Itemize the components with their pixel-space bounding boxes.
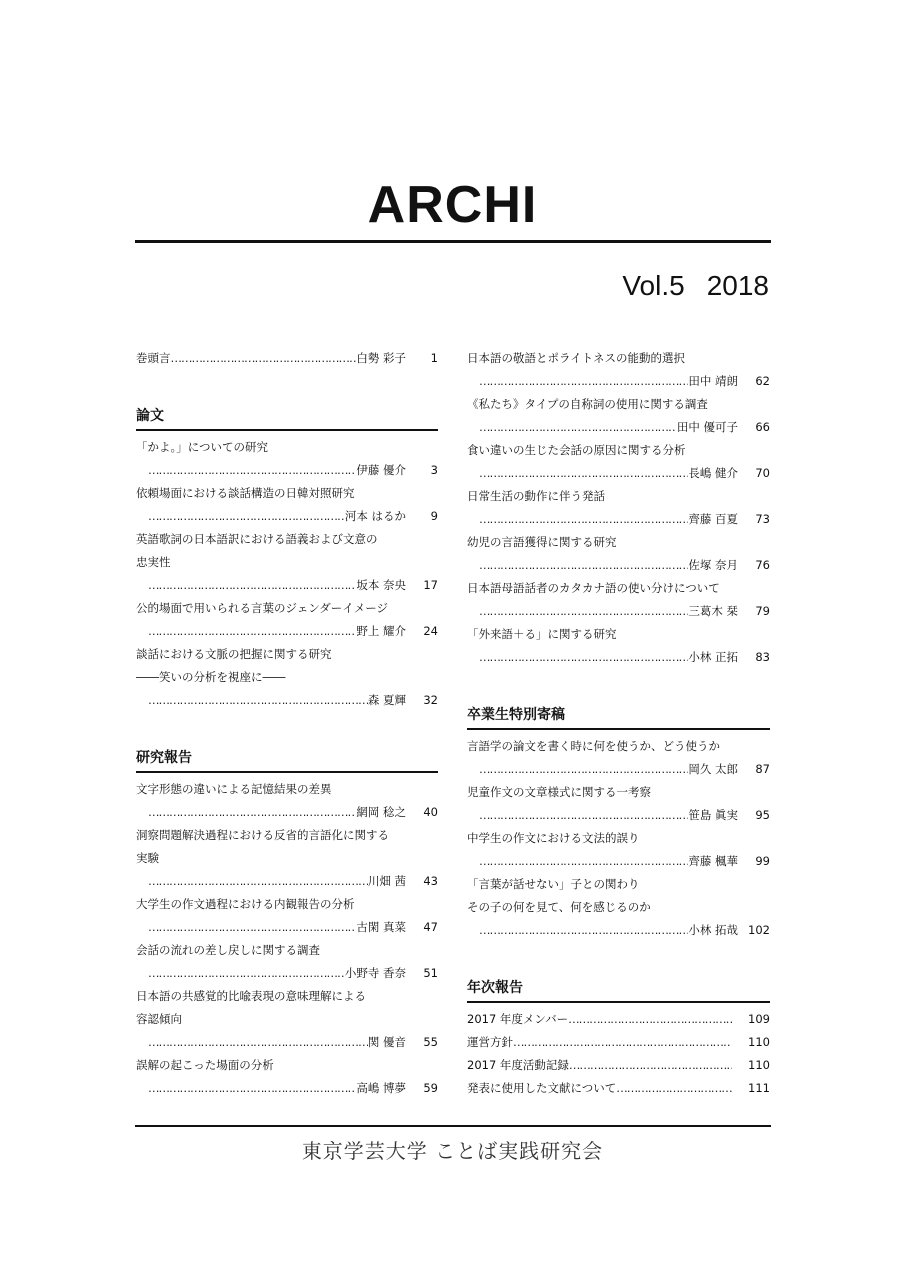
toc-title-line: 「かよ。」についての研究 (136, 439, 269, 454)
toc-title-line: 文字形態の違いによる記憶結果の差異 (136, 781, 332, 796)
toc-author: 関 優音 (367, 1034, 406, 1049)
volume-number: Vol.5 (622, 270, 685, 301)
toc-entry (467, 826, 770, 872)
toc-page: 73 (755, 511, 770, 526)
toc-title-line: 容認傾向 (136, 1011, 182, 1026)
toc-title-line: 談話における文脈の把握に関する研究 (136, 646, 332, 661)
dot-leader (479, 420, 677, 434)
toc-author: 坂本 奈央 (356, 577, 406, 592)
dot-leader (513, 1035, 732, 1049)
toc-entry (136, 481, 438, 527)
toc-author: 森 夏輝 (367, 692, 406, 707)
dot-leader (479, 558, 688, 572)
toc-author: 古閑 真菜 (356, 919, 406, 934)
toc-page: 109 (748, 1011, 770, 1026)
toc-entry (467, 1076, 770, 1099)
toc-author-row (136, 619, 438, 642)
dot-leader (148, 463, 356, 477)
title-divider (135, 240, 771, 243)
toc-author: 川畑 茜 (367, 873, 406, 888)
toc-title-line: ――笑いの分析を視座に―― (136, 669, 286, 684)
footer-divider (135, 1125, 771, 1127)
toc-page: 59 (423, 1080, 438, 1095)
dot-leader (479, 854, 688, 868)
toc-entry (467, 622, 770, 668)
toc-page: 83 (755, 649, 770, 664)
toc-entry-row (467, 1007, 770, 1030)
toc-page: 40 (423, 804, 438, 819)
toc-title-line: その子の何を見て、何を感じるのか (467, 899, 651, 914)
toc-page: 32 (423, 692, 438, 707)
toc-title: 2017 年度活動記録 (467, 1057, 569, 1072)
toc-author: 三葛木 栞 (688, 603, 738, 618)
toc-title: 巻頭言 (136, 350, 171, 365)
toc-title-line: 依頼場面における談話構造の日韓対照研究 (136, 485, 355, 500)
toc-page: 95 (755, 807, 770, 822)
section-list-sotsugyo (467, 734, 770, 941)
toc-title-line: 日常生活の動作に伴う発話 (467, 488, 605, 503)
toc-author-row (467, 369, 770, 392)
toc-author-row (136, 915, 438, 938)
toc-title-line: 日本語の敬語とポライトネスの能動的選択 (467, 350, 686, 365)
section-list-ronbun (136, 435, 438, 711)
toc-page: 79 (755, 603, 770, 618)
dot-leader (148, 1081, 356, 1095)
toc-page: 1 (430, 350, 438, 365)
toc-author-row (136, 869, 438, 892)
toc-page: 55 (423, 1034, 438, 1049)
dot-leader (569, 1058, 732, 1072)
toc-page: 110 (748, 1034, 770, 1049)
toc-title-line: 会話の流れの差し戻しに関する調査 (136, 942, 320, 957)
section-list-kenkyu (136, 777, 438, 1099)
dot-leader (479, 466, 688, 480)
toc-entry (467, 530, 770, 576)
toc-page: 76 (755, 557, 770, 572)
toc-page: 17 (423, 577, 438, 592)
volume-year: 2018 (706, 270, 769, 301)
toc-author-row (136, 688, 438, 711)
toc-author-row (467, 553, 770, 576)
toc-author: 網岡 稔之 (356, 804, 406, 819)
toc-page: 87 (755, 761, 770, 776)
toc-entry (467, 1030, 770, 1053)
toc-author-row (136, 458, 438, 481)
section-list-nenji (467, 1007, 770, 1099)
toc-title-line: 忠実性 (136, 554, 171, 569)
toc-author: 伊藤 優介 (356, 462, 406, 477)
toc-entry (136, 527, 438, 596)
dot-leader (616, 1081, 732, 1095)
toc-entry-row (467, 1076, 770, 1099)
toc-entry (136, 1053, 438, 1099)
toc-entry (467, 484, 770, 530)
toc-entry (136, 642, 438, 711)
toc-title: 運営方針 (467, 1034, 513, 1049)
toc-author-row (136, 573, 438, 596)
toc-author: 笹島 眞実 (688, 807, 738, 822)
toc-title-line: 食い違いの生じた会話の原因に関する分析 (467, 442, 686, 457)
toc-entry (136, 435, 438, 481)
dot-leader (148, 578, 356, 592)
toc-author-row (467, 599, 770, 622)
section-heading-nenji: 年次報告 (467, 977, 770, 1003)
toc-author-row (467, 415, 770, 438)
toc-title-line: 日本語母語話者のカタカナ語の使い分けについて (467, 580, 720, 595)
dot-leader (479, 650, 688, 664)
toc-author: 齊藤 百夏 (688, 511, 738, 526)
toc-page: 111 (748, 1080, 770, 1095)
toc-entry (136, 984, 438, 1053)
toc-author-row (467, 803, 770, 826)
toc-title-line: 実験 (136, 850, 159, 865)
toc-entry (467, 392, 770, 438)
toc-page: 24 (423, 623, 438, 638)
dot-leader (148, 1035, 368, 1049)
toc-author: 河本 はるか (344, 508, 406, 523)
dot-leader (148, 624, 356, 638)
toc-author: 長嶋 健介 (688, 465, 738, 480)
dot-leader (148, 805, 356, 819)
toc-entry (136, 596, 438, 642)
toc-title-line: 洞察問題解決過程における反省的言語化に関する (136, 827, 389, 842)
toc-author: 白勢 彩子 (356, 350, 406, 365)
toc-title-line: 英語歌詞の日本語訳における語義および文意の (136, 531, 378, 546)
toc-entry (467, 734, 770, 780)
toc-author-row (467, 507, 770, 530)
toc-title-line: 公的場面で用いられる言葉のジェンダーイメージ (136, 600, 388, 615)
toc-entry-row (467, 1053, 770, 1076)
dot-leader (479, 923, 688, 937)
toc-entry (467, 576, 770, 622)
toc-author-row (467, 849, 770, 872)
toc-author: 高嶋 博夢 (356, 1080, 406, 1095)
toc-entry-foreword (136, 346, 438, 369)
toc-author: 佐塚 奈月 (688, 557, 738, 572)
toc-author: 岡久 太郎 (688, 761, 738, 776)
toc-author-row (467, 461, 770, 484)
toc-title-line: 「外来語＋る」に関する研究 (467, 626, 617, 641)
toc-author-row (136, 504, 438, 527)
toc-entry (467, 872, 770, 941)
toc-page: 102 (748, 922, 770, 937)
toc-page: 47 (423, 919, 438, 934)
toc-title: 発表に使用した文献について (467, 1080, 617, 1095)
toc-entry (467, 1053, 770, 1076)
toc-author: 小野寺 香奈 (344, 965, 406, 980)
toc-page: 99 (755, 853, 770, 868)
toc-title-line: 「言葉が話せない」子との関わり (467, 876, 640, 891)
toc-page: 70 (755, 465, 770, 480)
dot-leader (479, 512, 688, 526)
dot-leader (148, 874, 368, 888)
toc-author: 田中 靖朗 (688, 373, 738, 388)
toc-entry (467, 438, 770, 484)
toc-author-row (136, 1030, 438, 1053)
toc-title-line: 児童作文の文章様式に関する一考察 (467, 784, 651, 799)
toc-right-column (467, 346, 770, 1099)
dot-leader (148, 509, 345, 523)
toc-page: 9 (430, 508, 438, 523)
dot-leader (568, 1012, 732, 1026)
toc-page: 43 (423, 873, 438, 888)
toc-title-line: 日本語の共感覚的比喩表現の意味理解による (136, 988, 366, 1003)
dot-leader (479, 374, 688, 388)
dot-leader (171, 351, 357, 365)
toc-author-row (467, 757, 770, 780)
toc-title-line: 言語学の論文を書く時に何を使うか、どう使うか (467, 738, 720, 753)
toc-author-row (136, 1076, 438, 1099)
dot-leader (479, 762, 688, 776)
toc-entry (136, 823, 438, 892)
toc-title-line: 大学生の作文過程における内観報告の分析 (136, 896, 355, 911)
dot-leader (148, 966, 345, 980)
toc-entry (467, 780, 770, 826)
journal-title: ARCHI (367, 176, 538, 234)
dot-leader (148, 920, 356, 934)
toc-left-column (136, 346, 438, 1099)
toc-author: 田中 優可子 (676, 419, 738, 434)
section-heading-kenkyu: 研究報告 (136, 747, 438, 773)
toc-entry-row (467, 1030, 770, 1053)
toc-title-line: 中学生の作文における文法的誤り (467, 830, 640, 845)
toc-author: 齊藤 楓華 (688, 853, 738, 868)
toc-author: 野上 耀介 (356, 623, 406, 638)
toc-author: 小林 拓哉 (688, 922, 738, 937)
toc-page: 110 (748, 1057, 770, 1072)
toc-entry (467, 1007, 770, 1030)
toc-author-row (467, 918, 770, 941)
toc-page: 66 (755, 419, 770, 434)
toc-title-line: 誤解の起こった場面の分析 (136, 1057, 274, 1072)
publisher-footer: 東京学芸大学 ことば実践研究会 (301, 1139, 604, 1163)
section-heading-ronbun: 論文 (136, 405, 438, 431)
toc-author-row (467, 645, 770, 668)
toc-entry (136, 777, 438, 823)
toc-entry (136, 938, 438, 984)
section-heading-sotsugyo: 卒業生特別寄稿 (467, 704, 770, 730)
toc-entry (136, 892, 438, 938)
toc-page: 3 (430, 462, 438, 477)
dot-leader (479, 808, 688, 822)
section-list-kenkyu-continued (467, 346, 770, 668)
toc-title: 2017 年度メンバー (467, 1011, 569, 1026)
dot-leader (479, 604, 688, 618)
toc-page: 62 (755, 373, 770, 388)
toc-title-line: 幼児の言語獲得に関する研究 (467, 534, 617, 549)
toc-author-row (136, 800, 438, 823)
toc-entry (467, 346, 770, 392)
toc-page: 51 (423, 965, 438, 980)
dot-leader (148, 693, 368, 707)
toc-author-row (136, 961, 438, 984)
toc-author: 小林 正拓 (688, 649, 738, 664)
toc-title-line: 《私たち》タイプの自称詞の使用に関する調査 (467, 396, 708, 411)
volume-info (622, 270, 769, 302)
